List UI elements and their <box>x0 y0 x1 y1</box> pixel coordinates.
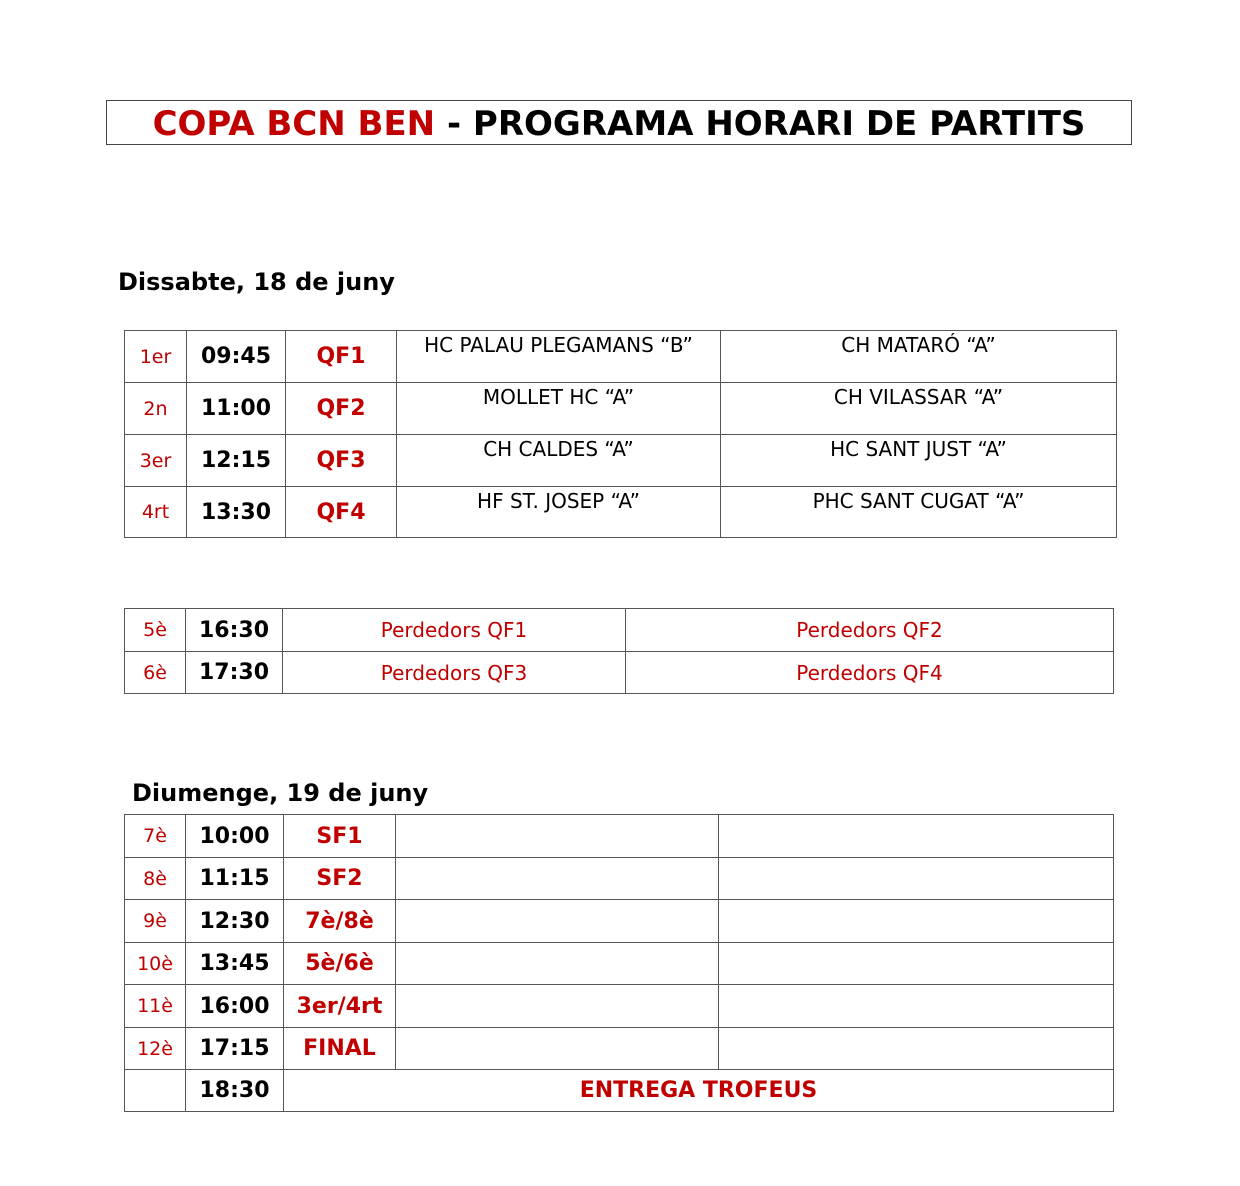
match-number: 4rt <box>125 487 187 538</box>
title-competition: COPA BCN BEN <box>152 104 436 144</box>
home-team <box>396 858 719 900</box>
table-row <box>125 383 1117 435</box>
away-team: Perdedors QF4 <box>626 652 1114 694</box>
match-time: 10:00 <box>186 815 284 858</box>
home-team <box>396 985 719 1028</box>
match-code: 5è/6è <box>284 943 396 985</box>
table-row <box>125 1028 1114 1070</box>
match-number: 9è <box>125 900 186 943</box>
table-row <box>125 900 1114 943</box>
match-code: QF2 <box>286 383 397 435</box>
match-time: 16:30 <box>186 609 283 652</box>
match-number: 1er <box>125 331 187 383</box>
away-team <box>719 943 1114 985</box>
home-team: HF ST. JOSEP “A” <box>397 487 721 538</box>
away-team: HC SANT JUST “A” <box>721 435 1117 487</box>
match-code: SF1 <box>284 815 396 858</box>
sunday-table <box>124 814 1114 1112</box>
home-team <box>396 900 719 943</box>
table-row <box>125 652 1114 694</box>
match-number: 12è <box>125 1028 186 1070</box>
table-row <box>125 609 1114 652</box>
match-number: 8è <box>125 858 186 900</box>
home-team: Perdedors QF1 <box>283 609 626 652</box>
match-time: 17:30 <box>186 652 283 694</box>
table-row <box>125 985 1114 1028</box>
away-team <box>719 985 1114 1028</box>
match-time: 13:30 <box>187 487 286 538</box>
match-code: 3er/4rt <box>284 985 396 1028</box>
match-time: 12:15 <box>187 435 286 487</box>
match-code: QF4 <box>286 487 397 538</box>
match-time: 11:00 <box>187 383 286 435</box>
away-team: CH VILASSAR “A” <box>721 383 1117 435</box>
match-code: 7è/8è <box>284 900 396 943</box>
match-time: 11:15 <box>186 858 284 900</box>
away-team <box>719 858 1114 900</box>
match-number: 6è <box>125 652 186 694</box>
match-time: 17:15 <box>186 1028 284 1070</box>
title-subtitle: - PROGRAMA HORARI DE PARTITS <box>435 104 1086 144</box>
match-number: 11è <box>125 985 186 1028</box>
match-time: 18:30 <box>186 1070 284 1112</box>
match-number: 3er <box>125 435 187 487</box>
match-time: 09:45 <box>187 331 286 383</box>
placement-table <box>124 608 1114 694</box>
match-number: 5è <box>125 609 186 652</box>
away-team <box>719 1028 1114 1070</box>
table-row <box>125 331 1117 383</box>
match-number: 7è <box>125 815 186 858</box>
match-number: 2n <box>125 383 187 435</box>
table-row <box>125 815 1114 858</box>
table-row <box>125 1070 1114 1112</box>
match-code: SF2 <box>284 858 396 900</box>
table-row <box>125 435 1117 487</box>
sunday-heading: Diumenge, 19 de juny <box>132 779 429 807</box>
match-code: QF1 <box>286 331 397 383</box>
table-row <box>125 858 1114 900</box>
home-team: Perdedors QF3 <box>283 652 626 694</box>
home-team <box>396 1028 719 1070</box>
home-team: CH CALDES “A” <box>397 435 721 487</box>
away-team: CH MATARÓ “A” <box>721 331 1117 383</box>
home-team: HC PALAU PLEGAMANS “B” <box>397 331 721 383</box>
away-team: PHC SANT CUGAT “A” <box>721 487 1117 538</box>
quarterfinals-table <box>124 330 1117 538</box>
table-row <box>125 943 1114 985</box>
match-number: 10è <box>125 943 186 985</box>
saturday-heading: Dissabte, 18 de juny <box>118 268 395 296</box>
match-code: FINAL <box>284 1028 396 1070</box>
match-code: QF3 <box>286 435 397 487</box>
match-time: 12:30 <box>186 900 284 943</box>
away-team <box>719 815 1114 858</box>
away-team: Perdedors QF2 <box>626 609 1114 652</box>
match-time: 13:45 <box>186 943 284 985</box>
away-team <box>719 900 1114 943</box>
trophy-ceremony: ENTREGA TROFEUS <box>284 1070 1114 1112</box>
match-number <box>125 1070 186 1112</box>
document-title <box>106 100 1132 145</box>
table-row <box>125 487 1117 538</box>
home-team <box>396 815 719 858</box>
home-team <box>396 943 719 985</box>
home-team: MOLLET HC “A” <box>397 383 721 435</box>
match-time: 16:00 <box>186 985 284 1028</box>
